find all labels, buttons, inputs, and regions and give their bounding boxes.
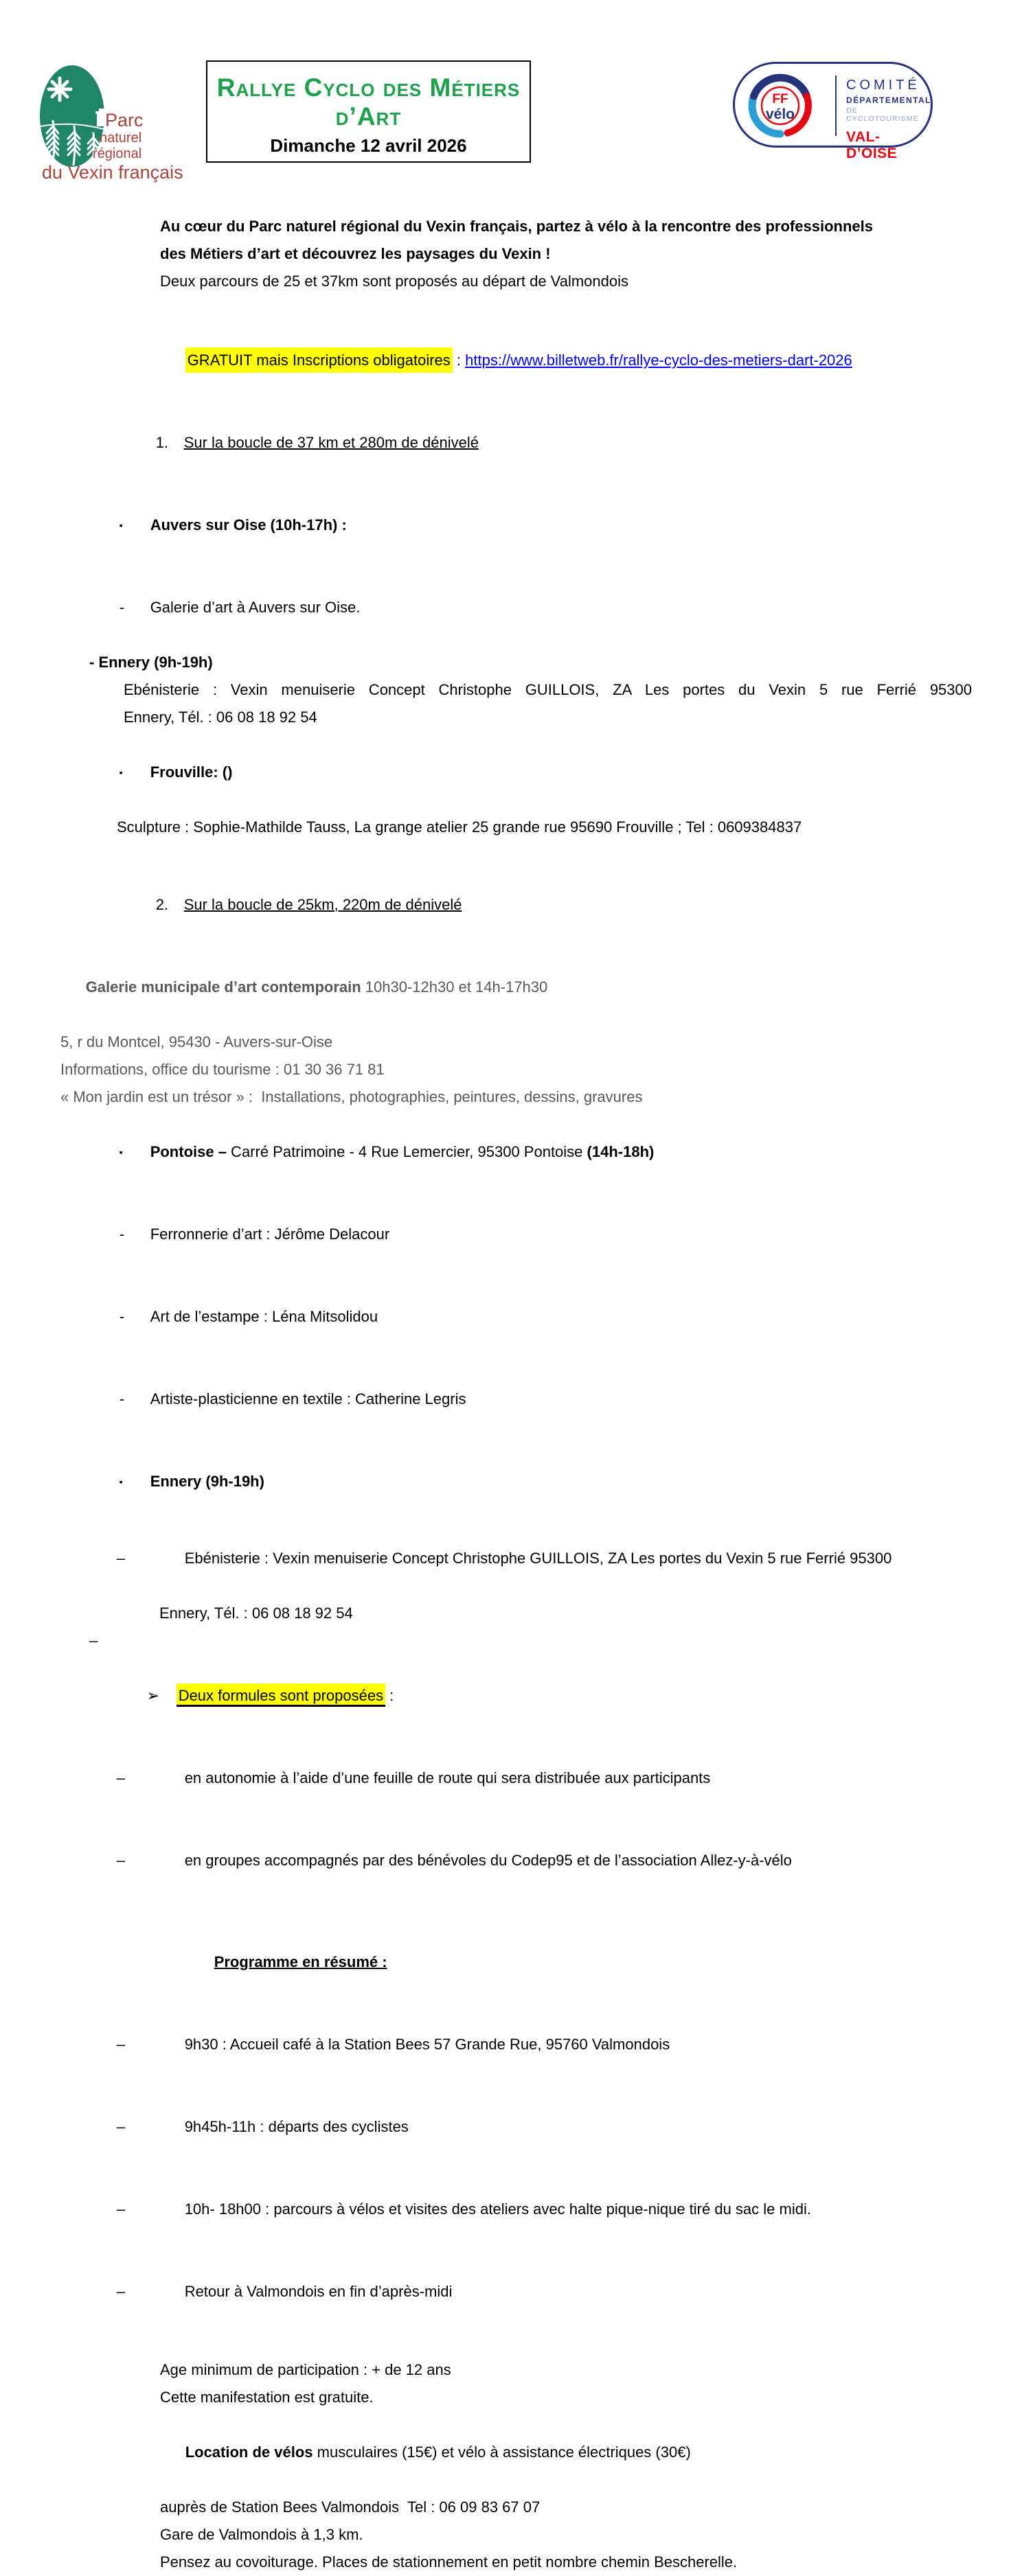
ferronnerie-label: Ferronnerie d’art : Jérôme Delacour	[150, 1226, 390, 1243]
hyphen-bullet-icon: -	[119, 599, 125, 616]
list-item-galerie-auvers	[0, 566, 1022, 649]
expo-line: « Mon jardin est un trésor » : Installations, photographies, peintures, dessins, gravures	[60, 1088, 643, 1105]
trailing-dash: –	[89, 1632, 98, 1649]
gratuit-separator: :	[452, 352, 466, 369]
event-date: Dimanche 12 avril 2026	[270, 135, 467, 156]
intro-line-2: des Métiers d’art et découvrez les paysages du Vexin !	[160, 245, 551, 262]
dash-bullet-icon: –	[116, 1852, 125, 1869]
square-bullet-icon: ▪	[119, 1476, 123, 1487]
dash-bullet-icon: –	[116, 1769, 125, 1786]
station-bees-line: auprès de Station Bees Valmondois Tel : 06 09 83 67 07	[160, 2498, 541, 2516]
programme-item-2	[0, 2086, 1022, 2168]
list-item-ferronnerie	[0, 1193, 1022, 1276]
list-item-textile	[0, 1358, 1022, 1440]
dash-bullet-icon: –	[116, 2118, 125, 2135]
registration-line	[0, 319, 1022, 402]
dash-bullet-icon: –	[116, 2200, 125, 2218]
square-bullet-icon: ▪	[119, 520, 123, 531]
loop37-heading	[0, 402, 1022, 484]
formules-heading	[0, 1655, 1022, 1737]
parc-word-3: régional	[93, 146, 142, 161]
gare-line: Gare de Valmondois à 1,3 km.	[160, 2526, 363, 2543]
list-item-pontoise	[0, 1111, 1022, 1193]
loop25-heading-text: Sur la boucle de 25km, 220m de dénivelé	[183, 896, 462, 913]
programme-item-1	[0, 2003, 1022, 2086]
gratuit-highlight: GRATUIT mais Inscriptions obligatoires	[185, 347, 453, 373]
list-item-auvers	[0, 484, 1022, 566]
list-item-frouville	[0, 731, 1022, 814]
covoiturage-line: Pensez au covoiturage. Places de stationnement en petit nombre chemin Bescherelle.	[160, 2553, 738, 2571]
galerie-municipale-name: Galerie municipale d’art contemporain	[85, 978, 361, 996]
hyphen-bullet-icon: -	[119, 1390, 125, 1407]
square-bullet-icon: ▪	[119, 1147, 123, 1158]
arrowhead-bullet-icon: ➢	[146, 1687, 160, 1704]
free-event-line: Cette manifestation est gratuite.	[160, 2389, 374, 2406]
galerie-municipale-line	[0, 946, 1022, 1028]
hyphen-bullet-icon: -	[119, 1308, 125, 1325]
dash-bullet-icon: –	[116, 1550, 125, 1567]
formule-item-1	[0, 1737, 1022, 1819]
ffvelo-velo-text: vélo	[765, 106, 795, 122]
programme-2-label: 9h45h-11h : départs des cyclistes	[184, 2118, 409, 2135]
frouville-label: Frouville: ()	[150, 763, 233, 781]
programme-item-3	[0, 2168, 1022, 2251]
ebenisterie-25-line-2: Ennery, Tél. : 06 08 18 92 54	[159, 1605, 353, 1622]
formule-item-2	[0, 1819, 1022, 1902]
event-title: Rallye Cyclo des Métiers d’Art	[216, 73, 521, 130]
loop25-number: 2.	[155, 896, 169, 913]
ebenisterie-25-line-1	[0, 1517, 1022, 1600]
intro-line-3: Deux parcours de 25 et 37km sont proposés au départ de Valmondois	[160, 273, 628, 290]
sculpture-line: Sculpture : Sophie-Mathilde Tauss, La grange atelier 25 grande rue 95690 Frouville ; Tel : 0609384837	[117, 818, 802, 836]
formules-highlight: Deux formules sont proposées	[177, 1683, 385, 1707]
textile-label: Artiste-plasticienne en textile : Catherine Legris	[150, 1390, 466, 1407]
dash-bullet-icon: –	[116, 2283, 125, 2300]
formule-1-label: en autonomie à l’aide d’une feuille de route qui sera distribuée aux participants	[184, 1769, 711, 1786]
list-item-ennery-25	[0, 1440, 1022, 1523]
programme-heading	[0, 1921, 1022, 2003]
departemental-label: DÉPARTEMENTAL	[846, 95, 931, 105]
tourism-office-line: Informations, office du tourisme : 01 30 36 71 81	[60, 1061, 385, 1078]
cyclotourisme-label: DE CYCLOTOURISME	[846, 106, 919, 123]
formules-suffix: :	[385, 1687, 394, 1704]
valdoise-label: VAL-D’OISE	[846, 129, 898, 161]
ebenisterie-37-line-1: Ebénisterie : Vexin menuiserie Concept Christophe GUILLOIS, ZA Les portes du Vexin 5 rue Ferrié 95300	[124, 681, 972, 698]
rental-rest: musculaires (15€) et vélo à assistance électriques (30€)	[313, 2443, 691, 2461]
hyphen-bullet-icon: -	[119, 1226, 125, 1243]
rental-bold: Location de vélos	[185, 2443, 313, 2461]
loop25-heading	[0, 864, 1022, 946]
loop37-heading-text: Sur la boucle de 37 km et 280m de dénivelé	[183, 434, 479, 451]
ebenisterie-37-line-2: Ennery, Tél. : 06 08 18 92 54	[124, 709, 317, 726]
galerie-address-line: 5, r du Montcel, 95430 - Auvers-sur-Oise	[60, 1033, 333, 1050]
formule-2-label: en groupes accompagnés par des bénévoles du Codep95 et de l’association Allez-y-à-vélo	[184, 1852, 792, 1869]
loop37-number: 1.	[155, 434, 169, 451]
dash-bullet-icon: –	[116, 2036, 125, 2053]
programme-heading-text: Programme en résumé :	[214, 1953, 387, 1970]
ennery-heading-37: - Ennery (9h-19h)	[89, 654, 213, 671]
ffvelo-ff-text: FF	[772, 92, 788, 106]
parc-word-1: Parc	[105, 110, 144, 130]
pontoise-name: Pontoise –	[150, 1143, 227, 1160]
ennery-25-label: Ennery (9h-19h)	[150, 1473, 264, 1490]
pontoise-hours: (14h-18h)	[587, 1143, 655, 1160]
comite-label: COMITÉ	[846, 78, 920, 93]
parc-word-2: naturel	[100, 130, 142, 146]
intro-line-1: Au cœur du Parc naturel régional du Vexin français, partez à vélo à la rencontre des professionnels	[160, 218, 873, 235]
programme-4-label: Retour à Valmondois en fin d’après-midi	[184, 2283, 453, 2300]
programme-item-4	[0, 2251, 1022, 2333]
registration-link[interactable]: https://www.billetweb.fr/rallye-cyclo-des-metiers-dart-2026	[465, 352, 852, 369]
estampe-label: Art de l’estampe : Léna Mitsolidou	[150, 1308, 378, 1325]
galerie-auvers-label: Galerie d’art à Auvers sur Oise.	[150, 599, 361, 616]
galerie-municipale-hours: 10h30-12h30 et 14h-17h30	[361, 978, 548, 996]
rental-line	[0, 2411, 1022, 2494]
pontoise-address: Carré Patrimoine - 4 Rue Lemercier, 95300 Pontoise	[226, 1143, 587, 1160]
age-line: Age minimum de participation : + de 12 ans	[160, 2361, 451, 2378]
programme-1-label: 9h30 : Accueil café à la Station Bees 57 Grande Rue, 95760 Valmondois	[184, 2036, 670, 2053]
ebenisterie-25-text-1: Ebénisterie : Vexin menuiserie Concept Christophe GUILLOIS, ZA Les portes du Vexin 5 rue Ferrié 95300	[184, 1550, 892, 1567]
auvers-label: Auvers sur Oise (10h-17h) :	[150, 516, 347, 533]
list-item-estampe	[0, 1276, 1022, 1358]
square-bullet-icon: ▪	[119, 767, 123, 778]
parc-word-4: du Vexin français	[42, 162, 183, 183]
programme-3-label: 10h- 18h00 : parcours à vélos et visites des ateliers avec halte pique-nique tiré du sac le midi.	[184, 2200, 811, 2218]
